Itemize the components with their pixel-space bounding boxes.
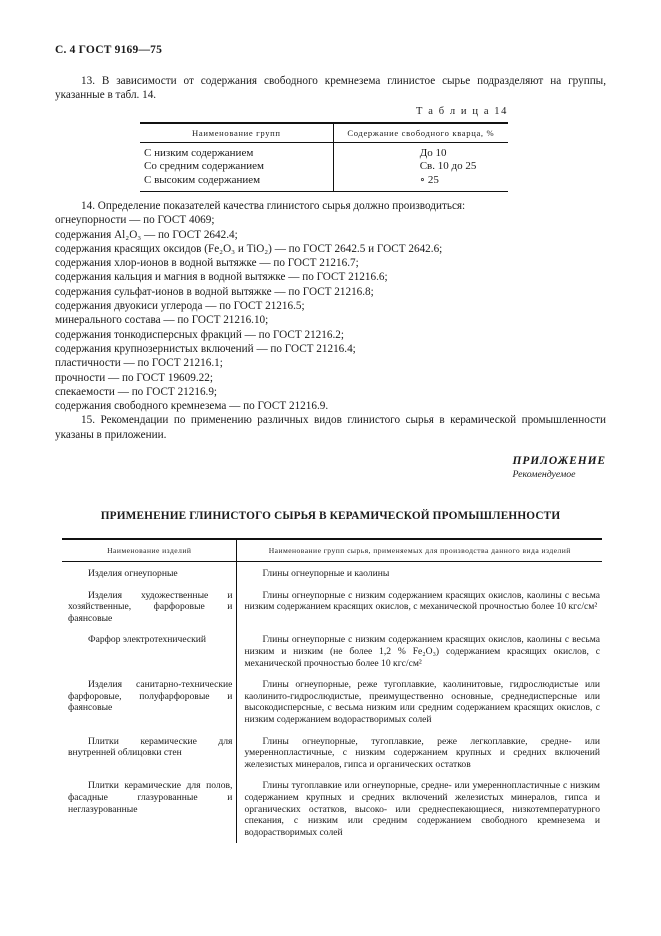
appendix-col-header-materials: Наименование групп сырья, применяемых для производства данного вида изделий [237, 539, 602, 562]
list-item: минерального состава — по ГОСТ 21216.10; [55, 314, 269, 327]
appendix-cell-materials: Глины огнеупорные с низким содержанием красящих окислов, каолины с весьма низким содержанием красящих окислов, с механической прочностью более 10 кгс/см² [244, 589, 600, 613]
table14-cell-group: Со средним содержанием [140, 160, 333, 173]
list-item: содержания хлор-ионов в водной вытяжке — по ГОСТ 21216.7; [55, 257, 359, 270]
appendix-table-container [62, 538, 602, 843]
list-item: содержания свободного кремнезема — по ГОСТ 21216.9. [55, 400, 329, 413]
table-row [62, 674, 602, 730]
table14-cell-value: До 10 [419, 147, 447, 159]
appendix-subtitle: Рекомендуемое [512, 469, 576, 480]
list-item: содержания двуокиси углерода — по ГОСТ 21216.5; [55, 300, 305, 313]
table-row [62, 562, 602, 585]
table14-cell-group: С низким содержанием [140, 143, 333, 161]
page-header: С. 4 ГОСТ 9169—75 [55, 44, 163, 56]
table-row [140, 174, 508, 192]
paragraph-14-intro: 14. Определение показателей качества глинистого сырья должно производиться: [81, 200, 466, 212]
list-item: спекаемости — по ГОСТ 21216.9; [55, 385, 218, 398]
table14-col-header-groups: Наименование групп [140, 123, 333, 143]
paragraph-14-block [55, 199, 606, 442]
paragraph-15: 15. Рекомендации по применению различных видов глинистого сырья в керамической промышленности указаны в приложении. [55, 414, 606, 441]
list-item: содержания красящих оксидов (Fe₂O₃ и TiO₂) — по ГОСТ 2642.5 и ГОСТ 2642.6; [55, 242, 443, 255]
appendix-cell-product: Изделия санитарно-технические фарфоровые, полуфарфоровые и фаянсовые [62, 674, 237, 730]
paragraph-13: 13. В зависимости от содержания свободного кремнезема глинистое сырье подразделяют на группы, указанные в табл. 14. [55, 75, 606, 102]
appendix-cell-materials: Глины тугоплавкие или огнеупорные, средне- или умереннопластичные с низким содержанием крупных и средних включений железистых минералов, гипса и органических остатков, высоко- или среднеспекающиеся, низкотемпературного спекания, с низким или средним содержанием свободного кремнезема и водорастворимых солей [244, 780, 600, 838]
appendix-cell-product: Изделия художественные и хозяйственные, фарфоровые и фаянсовые [62, 585, 237, 630]
table14-container [140, 122, 508, 192]
table14 [140, 122, 508, 192]
appendix-cell-product: Плитки керамические для внутренней облицовки стен [62, 731, 237, 776]
table-row [62, 731, 602, 776]
table14-cell-value: Св. 10 до 25 [419, 160, 477, 173]
list-item: содержания сульфат-ионов в водной вытяжке — по ГОСТ 21216.8; [55, 285, 374, 298]
table14-caption: Т а б л и ц а 14 [415, 106, 508, 117]
appendix-table [62, 538, 602, 843]
list-item: содержания тонкодисперсных фракций — по ГОСТ 21216.2; [55, 328, 344, 341]
list-item: содержания кальция и магния в водной вытяжке — по ГОСТ 21216.6; [55, 271, 388, 284]
appendix-col-header-products: Наименование изделий [62, 539, 237, 562]
list-item: прочности — по ГОСТ 19609.22; [55, 371, 213, 384]
appendix-cell-materials: Глины огнеупорные, тугоплавкие, реже легкоплавкие, средне- или умереннопластичные, с низким содержанием крупных и средних включений железистых минералов, гипса и органических остатков [244, 735, 600, 770]
standards-list [55, 213, 606, 413]
appendix-cell-materials: Глины огнеупорные, реже тугоплавкие, каолинитовые, гидрослюдистые или каолинито-гидрослюдистые, преимущественно основные, среднедисперсные или высокодисперсные, с весьма низким или средним содержанием красящих окислов, с низким содержанием водорастворимых солей [244, 679, 600, 725]
list-item: содержания крупнозернистых включений — по ГОСТ 21216.4; [55, 342, 356, 355]
table-row [62, 775, 602, 843]
appendix-table-header-row [62, 539, 602, 562]
list-item: содержания Al₂O₃ — по ГОСТ 2642.4; [55, 228, 238, 241]
appendix-title: ПРИЛОЖЕНИЕ [512, 455, 606, 467]
table14-cell-value: ∘ 25 [333, 174, 508, 192]
appendix-cell-product: Плитки керамические для полов, фасадные глазурованные и неглазурованные [62, 775, 237, 843]
list-item: огнеупорности — по ГОСТ 4069; [55, 214, 215, 227]
document-body [55, 74, 606, 103]
table-row [62, 585, 602, 630]
section-title: ПРИМЕНЕНИЕ ГЛИНИСТОГО СЫРЬЯ В КЕРАМИЧЕСКОЙ ПРОМЫШЛЕННОСТИ [100, 510, 561, 522]
table14-header-row [140, 123, 508, 143]
table-row [140, 160, 508, 173]
appendix-cell-materials: Глины огнеупорные и каолины [262, 568, 390, 579]
appendix-cell-materials: Глины огнеупорные с низким содержанием красящих окислов, каолины с весьма низким и низким (не более 1,2 % Fe₂O₃) содержанием красящих окислов, с механической прочностью более 10 кгс/см² [244, 634, 600, 669]
appendix-block [513, 455, 606, 480]
table14-cell-group: С высоким содержанием [140, 174, 333, 192]
table14-col-header-quartz: Содержание свободного кварца, % [333, 123, 508, 143]
table-row [140, 143, 508, 161]
appendix-cell-product: Изделия огнеупорные [62, 562, 237, 585]
list-item: пластичности — по ГОСТ 21216.1; [55, 357, 223, 370]
table-row [62, 629, 602, 674]
appendix-cell-product: Фарфор электротехнический [62, 629, 237, 674]
